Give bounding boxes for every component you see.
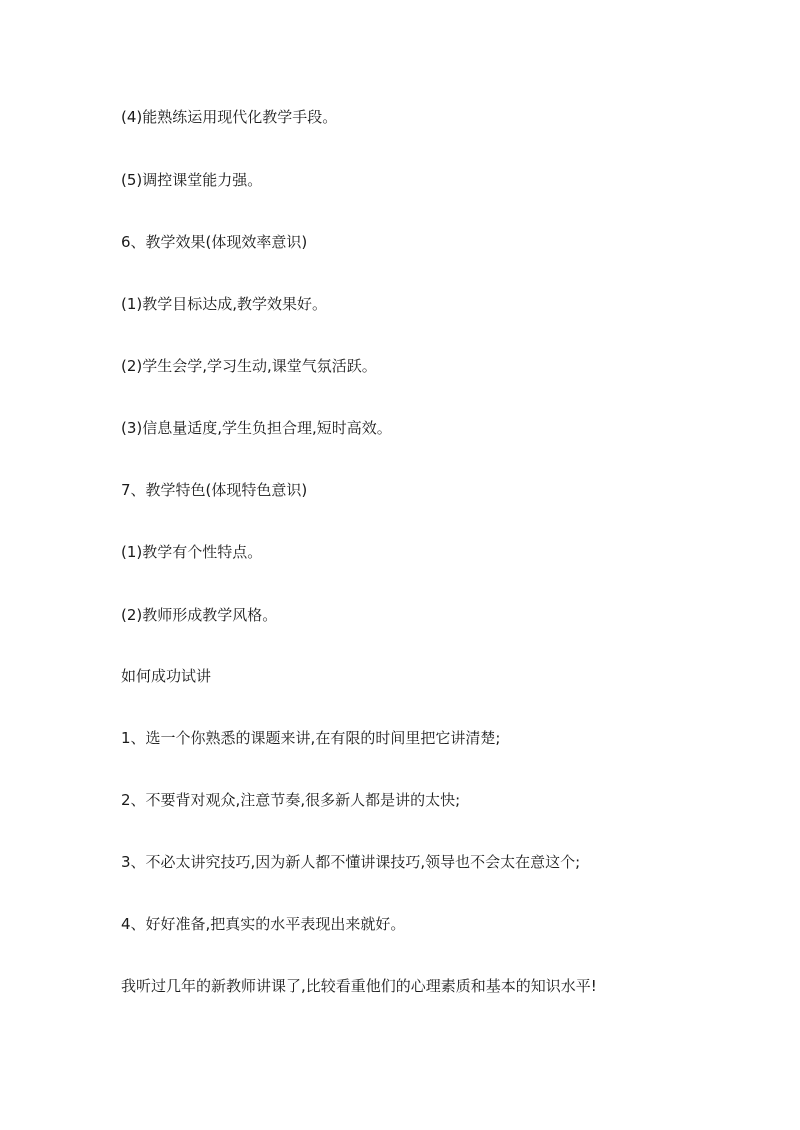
- paragraph-item-5-classroom-control: (5)调控课堂能力强。: [121, 171, 263, 189]
- tip-item-1: 1、选一个你熟悉的课题来讲,在有限的时间里把它讲清楚;: [121, 729, 501, 747]
- section-heading-successful-trial-lecture: 如何成功试讲: [121, 667, 212, 685]
- paragraph-characteristics-item-2: (2)教师形成教学风格。: [121, 606, 278, 624]
- paragraph-item-4-modern-teaching-means: (4)能熟练运用现代化教学手段。: [121, 108, 338, 126]
- section-heading-6-teaching-effect: 6、教学效果(体现效率意识): [121, 233, 308, 251]
- closing-paragraph: 我听过几年的新教师讲课了,比较看重他们的心理素质和基本的知识水平!: [121, 977, 597, 995]
- tip-item-2: 2、不要背对观众,注意节奏,很多新人都是讲的太快;: [121, 791, 461, 809]
- section-heading-7-teaching-characteristics: 7、教学特色(体现特色意识): [121, 481, 308, 499]
- paragraph-effect-item-1: (1)教学目标达成,教学效果好。: [121, 295, 328, 313]
- paragraph-characteristics-item-1: (1)教学有个性特点。: [121, 543, 263, 561]
- paragraph-effect-item-2: (2)学生会学,学习生动,课堂气氛活跃。: [121, 357, 377, 375]
- tip-item-4: 4、好好准备,把真实的水平表现出来就好。: [121, 915, 406, 933]
- tip-item-3: 3、不必太讲究技巧,因为新人都不懂讲课技巧,领导也不会太在意这个;: [121, 853, 581, 871]
- paragraph-effect-item-3: (3)信息量适度,学生负担合理,短时高效。: [121, 419, 392, 437]
